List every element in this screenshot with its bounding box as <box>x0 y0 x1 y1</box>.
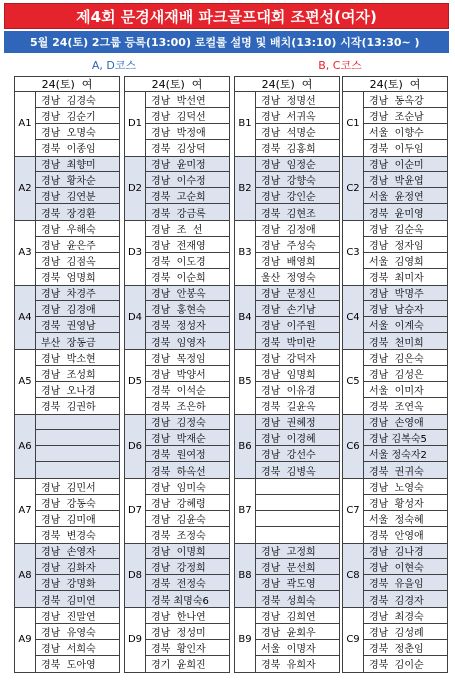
group-label: A3 <box>15 221 36 285</box>
player-entry: 경남 윤은주 <box>36 237 119 253</box>
group-label: B2 <box>235 157 256 221</box>
player-entry: 경남 황성자 <box>364 495 447 511</box>
group-label: D9 <box>125 608 146 672</box>
player-entry: 경남 배영희 <box>256 253 339 269</box>
player-entry: 서울 이계숙 <box>364 317 447 333</box>
group-label: B9 <box>235 608 256 672</box>
player-list <box>36 415 119 479</box>
player-entry: 경북 김현조 <box>261 208 316 220</box>
player-entry: 경북 안영애 <box>369 531 424 543</box>
player-list <box>256 286 339 350</box>
player-entry: 경남 김은숙 <box>364 350 447 366</box>
player-entry: 경남 김나경 <box>364 544 447 560</box>
player-entry: 경북 김이순 <box>369 660 424 672</box>
player-entry: 경남 박명주 <box>364 286 447 302</box>
player-list <box>256 415 339 479</box>
player-entry: 서울 정숙혜 <box>364 511 447 527</box>
group-label: D7 <box>125 479 146 543</box>
player-entry: 경남 이순미 <box>364 157 447 173</box>
player-entry: 경남 임정순 <box>256 157 339 173</box>
player-entry <box>36 430 119 446</box>
player-entry: 경남 동옥강 <box>364 92 447 108</box>
player-entry: 경남 박선연 <box>146 92 229 108</box>
player-list <box>146 608 229 672</box>
player-list <box>256 157 339 221</box>
column-4 <box>342 76 448 673</box>
group-b8 <box>234 544 340 609</box>
group-c4 <box>342 286 448 351</box>
group-label: C4 <box>343 286 364 350</box>
player-entry: 경남 윤회우 <box>256 624 339 640</box>
player-entry: 경남 조 선 <box>146 221 229 237</box>
player-entry: 경남 곽도영 <box>256 575 339 591</box>
group-label: D2 <box>125 157 146 221</box>
player-entry: 경북 조연옥 <box>369 402 424 414</box>
group-d9 <box>124 608 230 673</box>
group-label: B1 <box>235 92 256 156</box>
player-entry: 경남 임명희 <box>256 366 339 382</box>
player-entry: 경남 강향숙 <box>256 172 339 188</box>
group-label: A7 <box>15 479 36 543</box>
group-b3 <box>234 221 340 286</box>
group-label: B6 <box>235 415 256 479</box>
player-entry: 경남 주성숙 <box>256 237 339 253</box>
player-entry: 경남 김민서 <box>36 479 119 495</box>
player-entry <box>36 462 119 478</box>
player-list <box>256 221 339 285</box>
player-entry: 경북 권귀숙 <box>369 466 424 478</box>
column-3 <box>234 76 340 673</box>
player-list <box>146 157 229 221</box>
player-entry: 경남 이현숙 <box>364 559 447 575</box>
player-entry: 경북 유희자 <box>261 660 316 672</box>
group-d7 <box>124 479 230 544</box>
player-entry: 경남 노영숙 <box>364 479 447 495</box>
player-entry: 경북 김미연 <box>41 595 96 607</box>
player-entry: 경남 이경혜 <box>256 430 339 446</box>
player-entry: 경북 정성자 <box>146 317 229 333</box>
player-list <box>36 479 119 543</box>
group-c1 <box>342 92 448 157</box>
player-list <box>146 92 229 156</box>
player-entry: 경북 길윤옥 <box>261 402 316 414</box>
player-entry: 경남 윤미정 <box>146 157 229 173</box>
player-entry: 경남 전재영 <box>146 237 229 253</box>
column-1 <box>14 76 120 673</box>
player-entry: 경남 정자임 <box>364 237 447 253</box>
player-list <box>256 544 339 608</box>
group-d6 <box>124 415 230 480</box>
player-entry: 경북 이종임 <box>41 144 96 156</box>
player-entry: 서울 정숙자2 <box>364 446 447 462</box>
group-label: A4 <box>15 286 36 350</box>
group-d3 <box>124 221 230 286</box>
player-entry: 서울 이향수 <box>364 124 447 140</box>
group-label: A5 <box>15 350 36 414</box>
player-entry: 경남 남승자 <box>364 301 447 317</box>
course-label-ad: A, D코스 <box>91 59 137 72</box>
player-entry: 경북 이두임 <box>369 144 424 156</box>
group-d5 <box>124 350 230 415</box>
player-entry: 경남 이유경 <box>256 382 339 398</box>
player-list <box>364 544 447 608</box>
group-label: C6 <box>343 415 364 479</box>
group-c7 <box>342 479 448 544</box>
player-list <box>364 350 447 414</box>
player-entry: 경기 윤희진 <box>151 660 206 672</box>
group-a1 <box>14 92 120 157</box>
player-list <box>146 415 229 479</box>
player-entry: 경북 정춘임 <box>364 640 447 656</box>
player-entry: 경남 김미애 <box>36 511 119 527</box>
column-header: 24(토) 여 <box>14 76 120 92</box>
group-b6 <box>234 415 340 480</box>
player-entry <box>256 527 339 543</box>
player-entry: 경남 박양서 <box>146 366 229 382</box>
player-entry: 경남 이명희 <box>146 544 229 560</box>
player-list <box>36 544 119 608</box>
group-d1 <box>124 92 230 157</box>
player-list <box>256 479 339 543</box>
group-label: B7 <box>235 479 256 543</box>
player-list <box>36 221 119 285</box>
player-entry: 경남 김성은 <box>364 366 447 382</box>
group-d4 <box>124 286 230 351</box>
player-entry: 경남 서귀옥 <box>256 108 339 124</box>
group-label: A2 <box>15 157 36 221</box>
player-entry: 경남 김정숙 <box>146 415 229 431</box>
player-entry <box>36 446 119 462</box>
player-entry: 경남 문정신 <box>256 286 339 302</box>
group-a8 <box>14 544 120 609</box>
player-entry <box>256 495 339 511</box>
player-entry: 경북 이순희 <box>151 273 206 285</box>
player-entry: 경남 손기남 <box>256 301 339 317</box>
player-entry: 부산 장동금 <box>41 337 96 349</box>
player-entry: 경북 강금록 <box>151 208 206 220</box>
player-entry: 경남 김덕선 <box>146 108 229 124</box>
schedule-banner: 5월 24(토) 2그룹 등록(13:00) 로컬룰 설명 및 배치(13:10) 시작(13:30~ ) <box>4 31 449 53</box>
player-entry: 경북 변경숙 <box>41 531 96 543</box>
player-entry: 경북 유을임 <box>364 575 447 591</box>
player-entry: 경남 손영애 <box>364 415 447 431</box>
player-entry: 경남 김희연 <box>256 608 339 624</box>
group-b2 <box>234 157 340 222</box>
player-entry: 경남 최경숙 <box>364 608 447 624</box>
player-entry: 경북 박미란 <box>261 337 316 349</box>
player-entry: 경남 진말연 <box>36 608 119 624</box>
player-list <box>36 286 119 350</box>
player-entry: 경북 이도경 <box>146 253 229 269</box>
player-entry: 경남 강인순 <box>256 188 339 204</box>
player-entry: 경남 정성미 <box>146 624 229 640</box>
player-list <box>36 608 119 672</box>
player-entry: 경북 전정숙 <box>146 575 229 591</box>
player-entry: 울산 정영숙 <box>261 273 316 285</box>
group-label: B3 <box>235 221 256 285</box>
player-list <box>364 92 447 156</box>
group-label: A6 <box>15 415 36 479</box>
group-label: C5 <box>343 350 364 414</box>
player-entry: 경남 서희숙 <box>36 640 119 656</box>
player-entry: 경북 임영자 <box>151 337 206 349</box>
player-list <box>36 157 119 221</box>
player-entry: 경북 하옥선 <box>151 466 206 478</box>
group-a7 <box>14 479 120 544</box>
group-b4 <box>234 286 340 351</box>
player-entry <box>256 479 339 495</box>
player-entry: 경북 최명숙6 <box>151 595 209 607</box>
player-entry: 경남 김순옥 <box>364 221 447 237</box>
player-entry: 경남 오나경 <box>36 382 119 398</box>
player-entry: 서울 김영희 <box>364 253 447 269</box>
player-entry: 경북 김경자 <box>369 595 424 607</box>
player-entry: 경남 강정희 <box>146 559 229 575</box>
player-list <box>36 92 119 156</box>
player-list <box>256 350 339 414</box>
group-label: B8 <box>235 544 256 608</box>
player-list <box>146 286 229 350</box>
player-entry: 경남 차경주 <box>36 286 119 302</box>
player-entry: 경남 홍현숙 <box>146 301 229 317</box>
player-entry: 경남 김경애 <box>36 301 119 317</box>
group-label: A1 <box>15 92 36 156</box>
player-list <box>364 221 447 285</box>
player-entry: 서울 이미자 <box>364 382 447 398</box>
group-label: A9 <box>15 608 36 672</box>
player-entry: 경남 목정임 <box>146 350 229 366</box>
player-entry: 경북 조은하 <box>151 402 206 414</box>
player-entry: 경남 김화자 <box>36 559 119 575</box>
course-label-bc: B, C코스 <box>318 59 362 72</box>
player-list <box>256 92 339 156</box>
player-entry: 경남 강혜령 <box>146 495 229 511</box>
group-a5 <box>14 350 120 415</box>
group-c3 <box>342 221 448 286</box>
player-entry: 경북 천미희 <box>369 337 424 349</box>
group-label: D3 <box>125 221 146 285</box>
player-entry: 경북 김홍희 <box>261 144 316 156</box>
player-entry: 경북 엄명희 <box>41 273 96 285</box>
player-entry: 경남 정명선 <box>256 92 339 108</box>
group-label: B4 <box>235 286 256 350</box>
player-entry: 경남 석명순 <box>256 124 339 140</box>
group-label: C8 <box>343 544 364 608</box>
player-entry: 경남 임미숙 <box>146 479 229 495</box>
player-entry: 경남 김윤숙 <box>146 511 229 527</box>
player-entry: 경남 강덕자 <box>256 350 339 366</box>
player-entry: 경남 강선수 <box>256 446 339 462</box>
player-entry: 경북 권영남 <box>36 317 119 333</box>
player-entry: 경남 박재순 <box>146 430 229 446</box>
player-entry: 경남 박윤엽 <box>364 172 447 188</box>
player-entry: 경남 황차순 <box>36 172 119 188</box>
player-list <box>364 157 447 221</box>
player-entry: 경남 김경숙 <box>36 92 119 108</box>
group-c8 <box>342 544 448 609</box>
group-c6 <box>342 415 448 480</box>
group-label: C2 <box>343 157 364 221</box>
player-entry: 경남 강명화 <box>36 575 119 591</box>
player-list <box>364 286 447 350</box>
player-entry: 경남 김연분 <box>36 188 119 204</box>
group-label: C9 <box>343 608 364 672</box>
group-label: D1 <box>125 92 146 156</box>
player-entry: 경북 황인자 <box>146 640 229 656</box>
player-entry: 경남 이주원 <box>256 317 339 333</box>
group-c9 <box>342 608 448 673</box>
player-entry: 경북 이석순 <box>146 382 229 398</box>
player-entry: 서울 이명자 <box>256 640 339 656</box>
player-entry: 경남 안봉옥 <box>146 286 229 302</box>
player-entry: 경남 김정애 <box>256 221 339 237</box>
page-title: 제4회 문경새재배 파크골프대회 조편성(여자) <box>4 3 449 29</box>
player-entry: 경북 최미자 <box>369 273 424 285</box>
player-entry: 경북 조정숙 <box>151 531 206 543</box>
player-entry: 경북 김권하 <box>41 402 96 414</box>
player-entry: 경남 조순남 <box>364 108 447 124</box>
group-b7 <box>234 479 340 544</box>
player-list <box>146 221 229 285</box>
player-entry: 경남 강동숙 <box>36 495 119 511</box>
group-c5 <box>342 350 448 415</box>
player-entry: 경북 장경환 <box>41 208 96 220</box>
player-entry: 경남 고정희 <box>256 544 339 560</box>
group-label: B5 <box>235 350 256 414</box>
group-d2 <box>124 157 230 222</box>
player-entry: 경남 박정애 <box>146 124 229 140</box>
player-entry: 경남 최향미 <box>36 157 119 173</box>
column-header: 24(토) 여 <box>124 76 230 92</box>
group-label: D5 <box>125 350 146 414</box>
group-label: C3 <box>343 221 364 285</box>
group-label: C1 <box>343 92 364 156</box>
player-list <box>256 608 339 672</box>
player-list <box>364 415 447 479</box>
player-list <box>146 479 229 543</box>
player-entry: 경북 원여정 <box>146 446 229 462</box>
player-entry: 경남 한나연 <box>146 608 229 624</box>
player-entry: 경남 오명숙 <box>36 124 119 140</box>
player-entry: 서울 윤정연 <box>364 188 447 204</box>
player-list <box>146 350 229 414</box>
group-a6 <box>14 415 120 480</box>
group-b5 <box>234 350 340 415</box>
player-entry: 경남 박소현 <box>36 350 119 366</box>
player-entry: 경남 조성희 <box>36 366 119 382</box>
group-label: D4 <box>125 286 146 350</box>
group-label: A8 <box>15 544 36 608</box>
group-b1 <box>234 92 340 157</box>
group-a2 <box>14 157 120 222</box>
group-label: D8 <box>125 544 146 608</box>
column-header: 24(토) 여 <box>342 76 448 92</box>
player-entry: 경남 우해숙 <box>36 221 119 237</box>
column-header: 24(토) 여 <box>234 76 340 92</box>
column-2 <box>124 76 230 673</box>
group-a3 <box>14 221 120 286</box>
group-label: D6 <box>125 415 146 479</box>
group-a9 <box>14 608 120 673</box>
player-list <box>364 479 447 543</box>
player-entry: 경북 고순희 <box>146 188 229 204</box>
group-b9 <box>234 608 340 673</box>
player-entry <box>36 415 119 431</box>
player-entry: 경남 이수정 <box>146 172 229 188</box>
player-entry <box>256 511 339 527</box>
group-d8 <box>124 544 230 609</box>
group-a4 <box>14 286 120 351</box>
player-entry: 경남 김성례 <box>364 624 447 640</box>
player-list <box>146 544 229 608</box>
player-entry: 경북 윤미영 <box>369 208 424 220</box>
player-entry: 경남 유영숙 <box>36 624 119 640</box>
player-entry: 경남 문선희 <box>256 559 339 575</box>
player-entry: 경남 김점옥 <box>36 253 119 269</box>
player-entry: 경북 도아영 <box>41 660 96 672</box>
player-entry: 경북 성희숙 <box>261 595 316 607</box>
player-entry: 경남 김순기 <box>36 108 119 124</box>
player-entry: 경북 김상덕 <box>151 144 206 156</box>
group-c2 <box>342 157 448 222</box>
group-label: C7 <box>343 479 364 543</box>
player-list <box>364 608 447 672</box>
player-entry: 경남 손영자 <box>36 544 119 560</box>
player-entry: 경남 권혜정 <box>256 415 339 431</box>
player-entry: 경북 김병옥 <box>261 466 316 478</box>
player-list <box>36 350 119 414</box>
player-entry: 경남 김복숙5 <box>364 430 447 446</box>
